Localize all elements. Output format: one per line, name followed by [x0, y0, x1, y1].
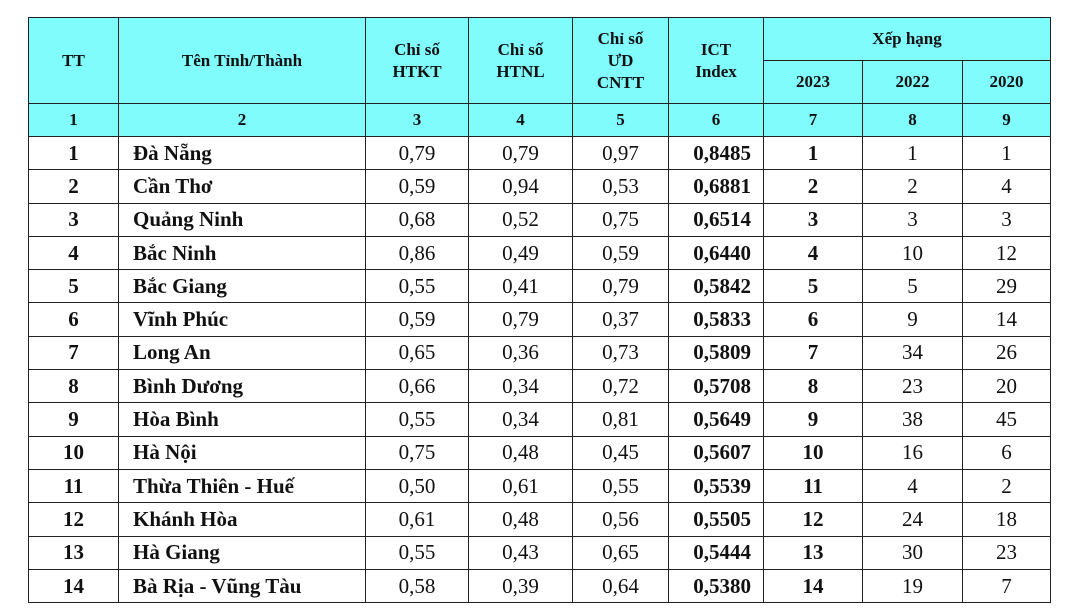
- udcntt-value: 0,65: [573, 536, 669, 569]
- header-htnl: Chỉ số HTNL: [469, 18, 573, 104]
- table-row: [29, 203, 1051, 236]
- htnl-value: 0,34: [469, 403, 573, 436]
- province-name: Hòa Bình: [119, 403, 366, 436]
- column-number: 9: [963, 104, 1051, 137]
- table-row: [29, 536, 1051, 569]
- header-tt: TT: [29, 18, 119, 104]
- province-name: Đà Nẵng: [119, 137, 366, 170]
- htkt-value: 0,66: [366, 370, 469, 403]
- rank-2022: 34: [863, 336, 963, 369]
- htkt-value: 0,55: [366, 536, 469, 569]
- header-2023: 2023: [764, 61, 863, 104]
- rank-2023: 1: [764, 137, 863, 170]
- table-row: [29, 137, 1051, 170]
- header-udcntt: Chỉ số ƯD CNTT: [573, 18, 669, 104]
- rank-tt: 6: [29, 303, 119, 336]
- province-name: Cần Thơ: [119, 170, 366, 203]
- udcntt-value: 0,56: [573, 503, 669, 536]
- rank-2023: 2: [764, 170, 863, 203]
- ict-index-value: 0,6514: [669, 203, 764, 236]
- htkt-value: 0,55: [366, 403, 469, 436]
- ict-index-value: 0,5708: [669, 370, 764, 403]
- htkt-value: 0,79: [366, 137, 469, 170]
- rank-2020: 4: [963, 170, 1051, 203]
- rank-2023: 4: [764, 236, 863, 269]
- rank-2023: 8: [764, 370, 863, 403]
- ict-index-value: 0,5833: [669, 303, 764, 336]
- rank-2022: 10: [863, 236, 963, 269]
- rank-2022: 16: [863, 436, 963, 469]
- rank-2022: 19: [863, 569, 963, 602]
- rank-2020: 7: [963, 569, 1051, 602]
- province-name: Khánh Hòa: [119, 503, 366, 536]
- column-number: 7: [764, 104, 863, 137]
- column-number: 2: [119, 104, 366, 137]
- rank-tt: 3: [29, 203, 119, 236]
- udcntt-value: 0,79: [573, 270, 669, 303]
- column-number-row: [29, 104, 1051, 137]
- rank-2020: 2: [963, 469, 1051, 502]
- ict-index-value: 0,5842: [669, 270, 764, 303]
- table-row: [29, 270, 1051, 303]
- province-name: Bắc Ninh: [119, 236, 366, 269]
- udcntt-value: 0,45: [573, 436, 669, 469]
- htkt-value: 0,59: [366, 170, 469, 203]
- htnl-value: 0,61: [469, 469, 573, 502]
- htkt-value: 0,86: [366, 236, 469, 269]
- htkt-value: 0,58: [366, 569, 469, 602]
- header-2020: 2020: [963, 61, 1051, 104]
- htkt-value: 0,61: [366, 503, 469, 536]
- htnl-value: 0,79: [469, 303, 573, 336]
- rank-2020: 45: [963, 403, 1051, 436]
- rank-2020: 29: [963, 270, 1051, 303]
- province-name: Thừa Thiên - Huế: [119, 469, 366, 502]
- ict-index-value: 0,5380: [669, 569, 764, 602]
- rank-tt: 14: [29, 569, 119, 602]
- ict-index-value: 0,5539: [669, 469, 764, 502]
- htnl-value: 0,79: [469, 137, 573, 170]
- rank-2023: 9: [764, 403, 863, 436]
- rank-2023: 10: [764, 436, 863, 469]
- htnl-value: 0,43: [469, 536, 573, 569]
- table-row: [29, 503, 1051, 536]
- htkt-value: 0,75: [366, 436, 469, 469]
- rank-2022: 30: [863, 536, 963, 569]
- udcntt-value: 0,64: [573, 569, 669, 602]
- table-row: [29, 436, 1051, 469]
- rank-tt: 12: [29, 503, 119, 536]
- rank-tt: 5: [29, 270, 119, 303]
- rank-2020: 6: [963, 436, 1051, 469]
- rank-2023: 7: [764, 336, 863, 369]
- udcntt-value: 0,81: [573, 403, 669, 436]
- rank-tt: 9: [29, 403, 119, 436]
- rank-tt: 10: [29, 436, 119, 469]
- ict-index-value: 0,8485: [669, 137, 764, 170]
- htnl-value: 0,39: [469, 569, 573, 602]
- htnl-value: 0,41: [469, 270, 573, 303]
- rank-tt: 2: [29, 170, 119, 203]
- rank-2023: 11: [764, 469, 863, 502]
- rank-2020: 14: [963, 303, 1051, 336]
- table-row: [29, 569, 1051, 602]
- udcntt-value: 0,53: [573, 170, 669, 203]
- province-name: Bắc Giang: [119, 270, 366, 303]
- udcntt-value: 0,59: [573, 236, 669, 269]
- rank-2020: 1: [963, 137, 1051, 170]
- rank-2022: 9: [863, 303, 963, 336]
- table-row: [29, 303, 1051, 336]
- udcntt-value: 0,75: [573, 203, 669, 236]
- rank-2023: 14: [764, 569, 863, 602]
- htnl-value: 0,49: [469, 236, 573, 269]
- table-row: [29, 370, 1051, 403]
- rank-2022: 23: [863, 370, 963, 403]
- rank-2022: 4: [863, 469, 963, 502]
- htkt-value: 0,59: [366, 303, 469, 336]
- ict-index-value: 0,6881: [669, 170, 764, 203]
- province-name: Hà Nội: [119, 436, 366, 469]
- rank-2023: 12: [764, 503, 863, 536]
- ict-index-value: 0,5809: [669, 336, 764, 369]
- htnl-value: 0,48: [469, 503, 573, 536]
- udcntt-value: 0,97: [573, 137, 669, 170]
- header-ict: ICT Index: [669, 18, 764, 104]
- rank-2022: 3: [863, 203, 963, 236]
- province-name: Bình Dương: [119, 370, 366, 403]
- rank-tt: 4: [29, 236, 119, 269]
- column-number: 5: [573, 104, 669, 137]
- table-row: [29, 336, 1051, 369]
- table-row: [29, 469, 1051, 502]
- ict-index-value: 0,5649: [669, 403, 764, 436]
- table-row: [29, 170, 1051, 203]
- htkt-value: 0,68: [366, 203, 469, 236]
- rank-tt: 1: [29, 137, 119, 170]
- rank-2020: 3: [963, 203, 1051, 236]
- htnl-value: 0,48: [469, 436, 573, 469]
- udcntt-value: 0,73: [573, 336, 669, 369]
- rank-2022: 5: [863, 270, 963, 303]
- column-number: 8: [863, 104, 963, 137]
- table-row: [29, 236, 1051, 269]
- rank-2023: 6: [764, 303, 863, 336]
- htnl-value: 0,52: [469, 203, 573, 236]
- ict-index-table: [28, 17, 1051, 603]
- rank-tt: 7: [29, 336, 119, 369]
- province-name: Hà Giang: [119, 536, 366, 569]
- rank-2022: 1: [863, 137, 963, 170]
- rank-2023: 5: [764, 270, 863, 303]
- province-name: Bà Rịa - Vũng Tàu: [119, 569, 366, 602]
- rank-tt: 11: [29, 469, 119, 502]
- province-name: Vĩnh Phúc: [119, 303, 366, 336]
- province-name: Long An: [119, 336, 366, 369]
- column-number: 1: [29, 104, 119, 137]
- header-2022: 2022: [863, 61, 963, 104]
- ict-index-value: 0,5505: [669, 503, 764, 536]
- rank-2022: 2: [863, 170, 963, 203]
- ict-index-value: 0,5444: [669, 536, 764, 569]
- htkt-value: 0,55: [366, 270, 469, 303]
- rank-2020: 26: [963, 336, 1051, 369]
- header-rank: Xếp hạng: [764, 18, 1051, 61]
- rank-2020: 20: [963, 370, 1051, 403]
- rank-2022: 24: [863, 503, 963, 536]
- udcntt-value: 0,72: [573, 370, 669, 403]
- htkt-value: 0,65: [366, 336, 469, 369]
- rank-2022: 38: [863, 403, 963, 436]
- rank-2020: 23: [963, 536, 1051, 569]
- htnl-value: 0,94: [469, 170, 573, 203]
- header-name: Tên Tỉnh/Thành: [119, 18, 366, 104]
- rank-2023: 13: [764, 536, 863, 569]
- rank-2020: 12: [963, 236, 1051, 269]
- htnl-value: 0,34: [469, 370, 573, 403]
- column-number: 4: [469, 104, 573, 137]
- udcntt-value: 0,37: [573, 303, 669, 336]
- column-number: 6: [669, 104, 764, 137]
- header-htkt: Chỉ số HTKT: [366, 18, 469, 104]
- column-number: 3: [366, 104, 469, 137]
- htkt-value: 0,50: [366, 469, 469, 502]
- udcntt-value: 0,55: [573, 469, 669, 502]
- ict-index-value: 0,6440: [669, 236, 764, 269]
- ict-index-value: 0,5607: [669, 436, 764, 469]
- rank-2023: 3: [764, 203, 863, 236]
- rank-2020: 18: [963, 503, 1051, 536]
- htnl-value: 0,36: [469, 336, 573, 369]
- rank-tt: 8: [29, 370, 119, 403]
- province-name: Quảng Ninh: [119, 203, 366, 236]
- rank-tt: 13: [29, 536, 119, 569]
- table-row: [29, 403, 1051, 436]
